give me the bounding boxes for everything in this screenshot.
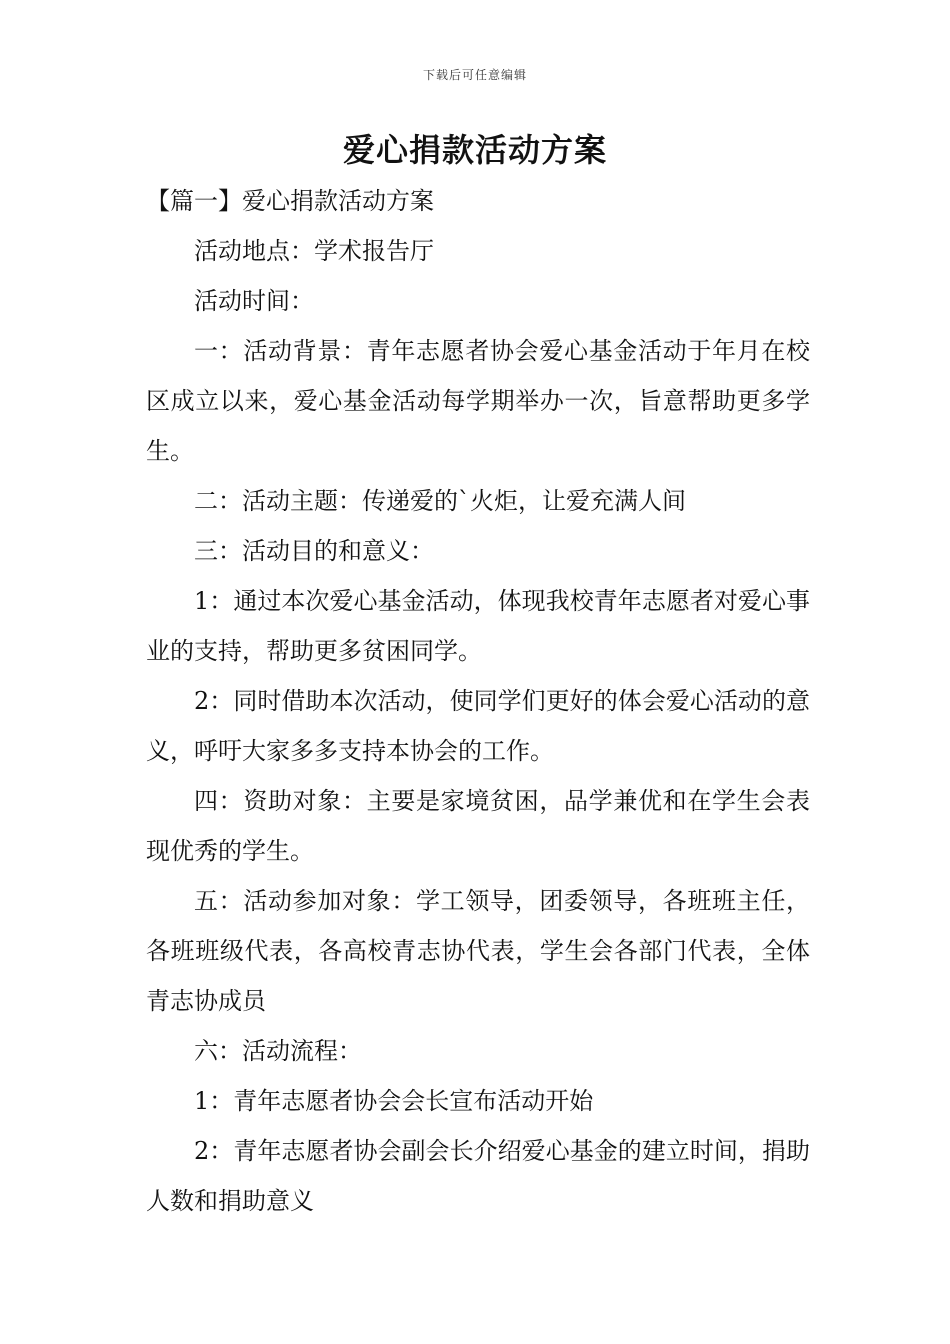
paragraph-recipients: 四：资助对象：主要是家境贫困，品学兼优和在学生会表现优秀的学生。 <box>146 787 810 865</box>
document-title: 爱心捐款活动方案 <box>342 131 607 169</box>
paragraph-background: 一：活动背景：青年志愿者协会爱心基金活动于年月在校区成立以来，爱心基金活动每学期举办一次，旨意帮助更多学生。 <box>146 337 810 465</box>
paragraph-purpose-heading: 三：活动目的和意义： <box>194 537 434 565</box>
paragraph-process-heading: 六：活动流程： <box>194 1037 362 1065</box>
paragraph-process-2: 2：青年志愿者协会副会长介绍爱心基金的建立时间，捐助人数和捐助意义 <box>146 1137 810 1215</box>
paragraph-location: 活动地点：学术报告厅 <box>194 237 434 265</box>
paragraph-theme: 二：活动主题：传递爱的`火炬，让爱充满人间 <box>194 487 686 515</box>
section-heading: 【篇一】爱心捐款活动方案 <box>146 187 434 215</box>
paragraph-time: 活动时间： <box>194 287 314 315</box>
paragraph-participants: 五：活动参加对象：学工领导，团委领导，各班班主任，各班班级代表，各高校青志协代表，学生会各部门代表，全体青志协成员 <box>146 887 810 1015</box>
header-note: 下载后可任意编辑 <box>422 68 527 82</box>
paragraph-purpose-1: 1：通过本次爱心基金活动，体现我校青年志愿者对爱心事业的支持，帮助更多贫困同学。 <box>146 587 810 665</box>
paragraph-purpose-2: 2：同时借助本次活动，使同学们更好的体会爱心活动的意义，呼吁大家多多支持本协会的工作。 <box>146 687 810 765</box>
document-body <box>146 176 810 1226</box>
paragraph-process-1: 1：青年志愿者协会会长宣布活动开始 <box>194 1087 594 1115</box>
